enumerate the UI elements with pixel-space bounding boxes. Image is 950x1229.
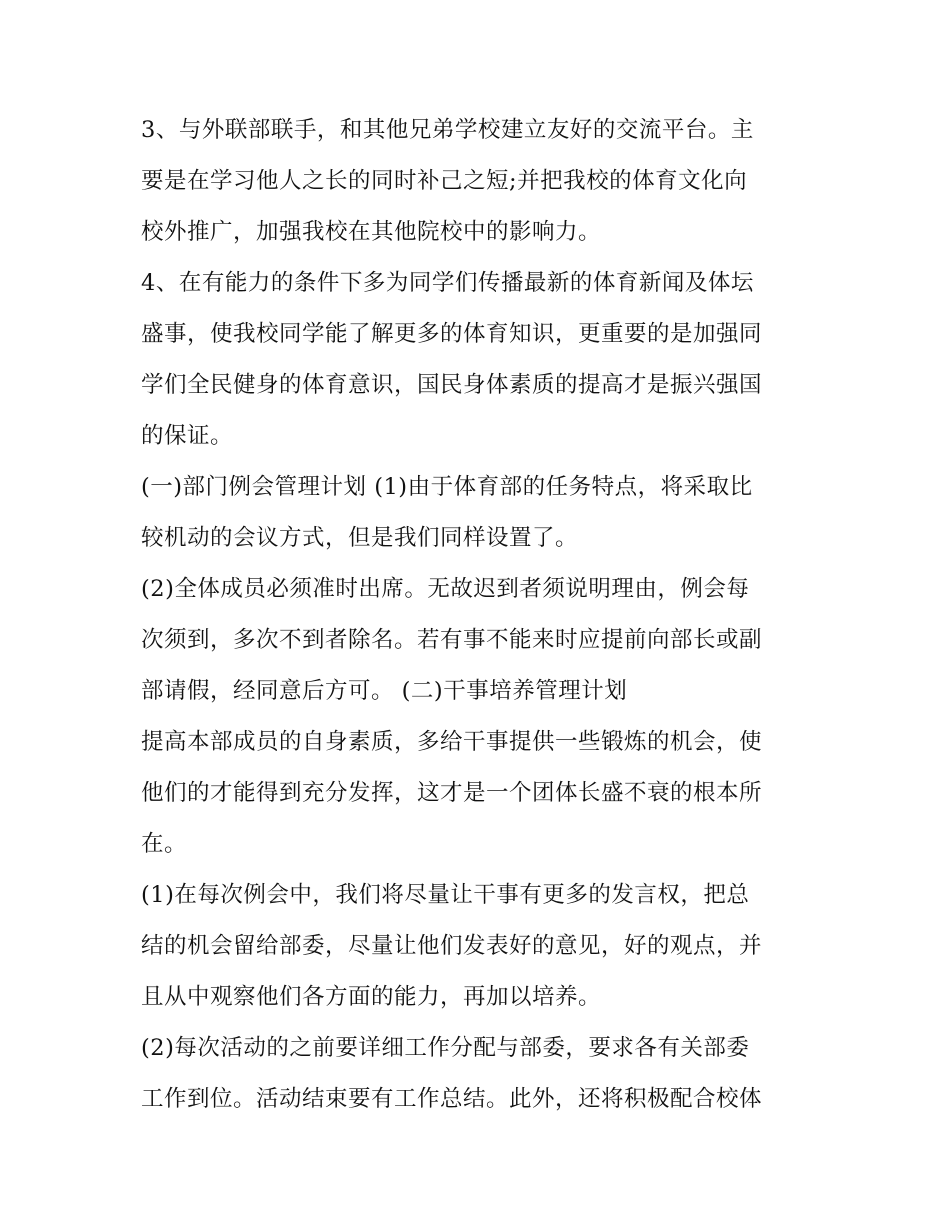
text-line: 工作到位。活动结束要有工作总结。此外，还将积极配合校体: [141, 1086, 763, 1112]
text-line: 盛事，使我校同学能了解更多的体育知识，更重要的是加强同: [141, 321, 763, 347]
text-line: 学们全民健身的体育意识，国民身体素质的提高才是振兴强国: [141, 372, 763, 398]
text-line: 校外推广，加强我校在其他院校中的影响力。: [141, 219, 602, 245]
text-line: 较机动的会议方式，但是我们同样设置了。: [141, 525, 579, 551]
text-line: 4、在有能力的条件下多为同学们传播最新的体育新闻及体坛: [141, 270, 754, 296]
text-line: 结的机会留给部委，尽量让他们发表好的意见，好的观点，并: [141, 933, 763, 959]
text-line: 的保证。: [141, 423, 234, 449]
text-line: (2)每次活动的之前要详细工作分配与部委，要求各有关部委: [141, 1035, 750, 1061]
text-line: 在。: [141, 831, 188, 857]
text-line: 次须到，多次不到者除名。若有事不能来时应提前向部长或副: [141, 627, 763, 653]
text-line: 部请假，经同意后方可。 (二)干事培养管理计划: [141, 678, 628, 704]
text-line: 他们的才能得到充分发挥，这才是一个团体长盛不衰的根本所: [141, 780, 763, 806]
text-line: (2)全体成员必须准时出席。无故迟到者须说明理由，例会每: [141, 576, 750, 602]
text-line: 要是在学习他人之长的同时补己之短;并把我校的体育文化向: [141, 168, 748, 194]
text-line: (1)在每次例会中，我们将尽量让干事有更多的发言权，把总: [141, 882, 750, 908]
text-line: 3、与外联部联手，和其他兄弟学校建立友好的交流平台。主: [141, 117, 754, 143]
text-line: 提高本部成员的自身素质，多给干事提供一些锻炼的机会，使: [141, 729, 763, 755]
text-line: (一)部门例会管理计划 (1)由于体育部的任务特点，将采取比: [141, 474, 753, 500]
text-line: 且从中观察他们各方面的能力，再加以培养。: [141, 984, 602, 1010]
